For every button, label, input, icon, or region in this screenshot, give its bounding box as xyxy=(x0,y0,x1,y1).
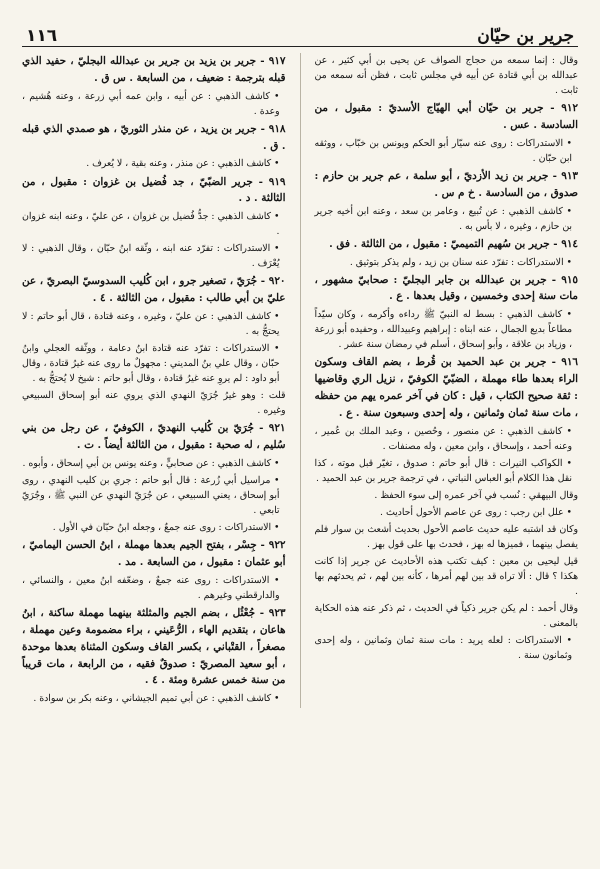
entry-note: • كاشف الذهبي : جدُّ فُضيل بن غزوان ، عن عليّ ، وعنه ابنه غزوان . xyxy=(22,211,280,238)
entry-note: • كاشف الذهبي : عن صحابيٍّ ، وعنه يونس بن أبي إسحاق ، وأبوه . xyxy=(22,458,280,470)
right-column xyxy=(315,53,579,708)
page-number: ١١٦ xyxy=(26,26,58,46)
entry-note: • مراسيل أبي زُرعة : قال أبو حاتم : جري بن كليب النهدي ، روى أبو إسحاق ، يعني السبيعي ، عن جُرَيّ النهدي عن النبي ﷺ ، وجُرَيّ تابعي . xyxy=(22,475,280,517)
entry-heading: ٩٢٣ - جُعْثُل ، بضم الجيم والمثلثة بينهما مهملة ساكنة ، ابنُ هاعان ، بتقديم الهاء ، الرُّعَيني ، براء مضمومة وعين مهملة ، مصغراً ، القتْباني ، بكسر القاف وسكون المثناة بعدها موحدة ، أبو سعيد المصريّ : صدوقٌ فقيه ، من الرابعة ، مات قريباً من سنة خمس عشرة ومئة . ٤ . xyxy=(22,607,286,687)
entry-note: • الاستدراكات : تفرّد عنه قتادة ابنُ دعامة ، ووثّقه العجلي وابنُ حبّان ، وقال علي بنُ المديني : مجهولٌ ما روى عنه غيرُ قتادة ، وقال أبو داود : لم يروِ عنه غيرُ قتادة ، وقال أبو حاتم : شيخ لا يُحتجُّ به . xyxy=(22,343,280,385)
entry-heading: ٩١٢ - جرير بن حيّان أبي الهيّاج الأسديّ : مقبول ، من السادسة . عس . xyxy=(314,102,578,131)
entry-heading: ٩٢٠ - جُرَيّ ، تصغير جرو ، ابن كُليب السدوسيّ البصريّ ، عن عليّ بن أبي طالب : مقبول ، من الثالثة . ٤ . xyxy=(22,275,286,305)
entry-note: • الاستدراكات : تفرّد عنه ابنه ، وثّقه ابنُ حبّان ، وقال الذهبي : لا يُعْرَف . xyxy=(22,243,280,270)
left-column xyxy=(22,53,286,708)
entry-note: • كاشف الذهبي : عن أبي تميم الجيشاني ، وعنه بكر بن سوادة . xyxy=(33,693,280,705)
paragraph: قلت : وهو غيرُ جُرَيّ النهدي الذي يروي عنه أبو إسحاق السبيعي وغيره . xyxy=(22,390,286,417)
entry-note: • الاستدراكات : روى عنه جمعٌ ، وضعّفه ابنُ معين ، والنسائي ، والدارقطني وغيرهم . xyxy=(22,575,280,602)
entry-note: • كاشف الذهبي : عن عليّ ، وغيره ، وعنه قتادة ، قال أبو حاتم : لا يحتجُّ به . xyxy=(22,311,280,338)
entry-note: • علل ابن رجب : روى عن عاصم الأحول أحاديث . xyxy=(380,507,572,519)
entry-note: • الاستدراكات : تفرّد عنه سنان بن زيد ، ولم يذكر بتوثيق . xyxy=(349,256,572,268)
entry-note: • كاشف الذهبي : عن منصور ، وحُصين ، وعبد الملك بن عُمير ، وعنه أحمد ، وإسحاق ، وابن معين ، وله مصنفات . xyxy=(314,425,572,452)
entry-note: • كاشف الذهبي : عن أبيه ، وابن عمه أبي زرعة ، وعنه هُشيم ، وعدة . xyxy=(22,90,280,117)
paragraph: وقال : إنما سمعه من حجاج الصواف عن يحيى بن أبي كثير ، عن عبدالله بن أبي قتادة عن أبيه في مجلس ثابت ، فظن أنه سمعه من ثابت . xyxy=(314,55,578,97)
running-title: جرير بن حيّان xyxy=(477,26,574,46)
entry-note: • الاستدراكات : لعله يريد : مات سنة ثمان وثمانين ، وله إحدى وثمانون سنة . xyxy=(314,635,572,662)
entry-heading: ٩١٥ - جرير بن عبدالله بن جابر البجليّ : صحابيّ مشهور ، مات سنة إحدى وخمسين ، وقيل بعدها . ع . xyxy=(314,273,578,303)
text-columns xyxy=(22,53,578,708)
column-divider xyxy=(300,53,301,708)
entry-note: • الكواكب النيرات : قال أبو حاتم : صدوق ، تغيّر قبل موته ، كذا نقل هذا الكلام أبو العباس النباتي ، في ترجمة جرير بن عبد الحميد . xyxy=(314,457,572,484)
entry-heading: ٩٢١ - جُرَيّ بن كُليب النهديّ ، الكوفيّ ، عن رجل من بني سُليم ، له صحبة : مقبول ، من الثالثة أيضاً . ت . xyxy=(22,422,286,452)
entry-heading: ٩١٣ - جرير بن زيد الأزديّ ، أبو سلمة ، عم جرير بن حازم : صدوق ، من السادسة . خ م س . xyxy=(314,169,578,199)
paragraph: قيل ليحيى بن معين : كيف تكتب هذه الأحاديث عن جرير إذا كانت هكذا ؟ قال : ألا تراه قد بين لهم أمرها ، كأنه بين لهم ، ثم يحدثهم بها . xyxy=(314,556,578,598)
paragraph: وكان قد اشتبه عليه حديث عاصم الأحول بحديث أشعث بن سوار فلم يفصل بينهما ، فميزها له بهز ، فحدث بها على قول بهز . xyxy=(314,524,578,551)
entry-heading: ٩١٦ - جرير بن عبد الحميد بن قُرط ، بضم القاف وسكون الراء بعدها طاء مهملة ، الضبّيّ الكوفيّ ، نزيل الري وقاضيها : ثقة صحيح الكتاب ، قيل : كان في آخر عمره يهم من حفظه ، مات سنة ثمان وثمانين ، وله إحدى وسبعون سنة . ع . xyxy=(314,356,578,419)
entry-note: • كاشف الذهبي : عن تُبيع ، وعامر بن سعد ، وعنه ابن أخيه جرير بن حازم ، وغيره ، لا بأس به . xyxy=(314,205,572,232)
entry-note: • الاستدراكات : روى عنه سيّار أبو الحكم ويونس بن خبّاب ، ووثقه ابن حبّان . xyxy=(314,137,572,164)
paragraph: وقال البيهقي : نُسب في آخر عمره إلى سوء الحفظ . xyxy=(374,489,578,501)
entry-heading: ٩٢٢ - جِسْر ، بفتح الجيم بعدها مهملة ، ابنُ الحسن اليماميّ ، أبو عثمان : مقبول ، من السابعة . مد . xyxy=(22,539,286,569)
paragraph: وقال أحمد : لم يكن جرير ذكياً في الحديث ، ثم ذكر عنه هذه الحكاية بالمعنى . xyxy=(314,603,578,630)
entry-heading: ٩١٩ - جرير الضبّيّ ، جد فُضيل بن غزوان : مقبول ، من الثالثة . د . xyxy=(22,175,286,205)
entry-heading: ٩١٤ - جرير بن سُهيم التميميّ : مقبول ، من الثالثة . فق . xyxy=(329,237,578,250)
entry-note: • كاشف الذهبي : عن منذر ، وعنه بقية ، لا يُعرف . xyxy=(86,158,280,170)
entry-heading: ٩١٧ - جرير بن يزيد بن جرير بن عبدالله البجليّ ، حفيد الذي قبله بترجمة : ضعيف ، من السابعة . س ق . xyxy=(22,55,286,84)
entry-note: • كاشف الذهبي : بسط له النبيّ ﷺ رداءه وأكرمه ، وكان سيّداً مطاعاً بديع الجمال ، عنه ابناه : إبراهيم وعبيدالله ، وحفيده أبو زرعة ، وزياد بن علاقة ، وأبو إسحاق ، أسلم في رمضان سنة عشر . xyxy=(314,309,572,351)
page-header xyxy=(22,10,578,47)
entry-heading: ٩١٨ - جرير بن يزيد ، عن منذر الثوريّ ، هو صمدي الذي قبله . ق . xyxy=(22,122,286,152)
entry-note: • الاستدراكات : روى عنه جمعٌ ، وجعله ابنُ حبّان في الأول . xyxy=(52,522,280,534)
